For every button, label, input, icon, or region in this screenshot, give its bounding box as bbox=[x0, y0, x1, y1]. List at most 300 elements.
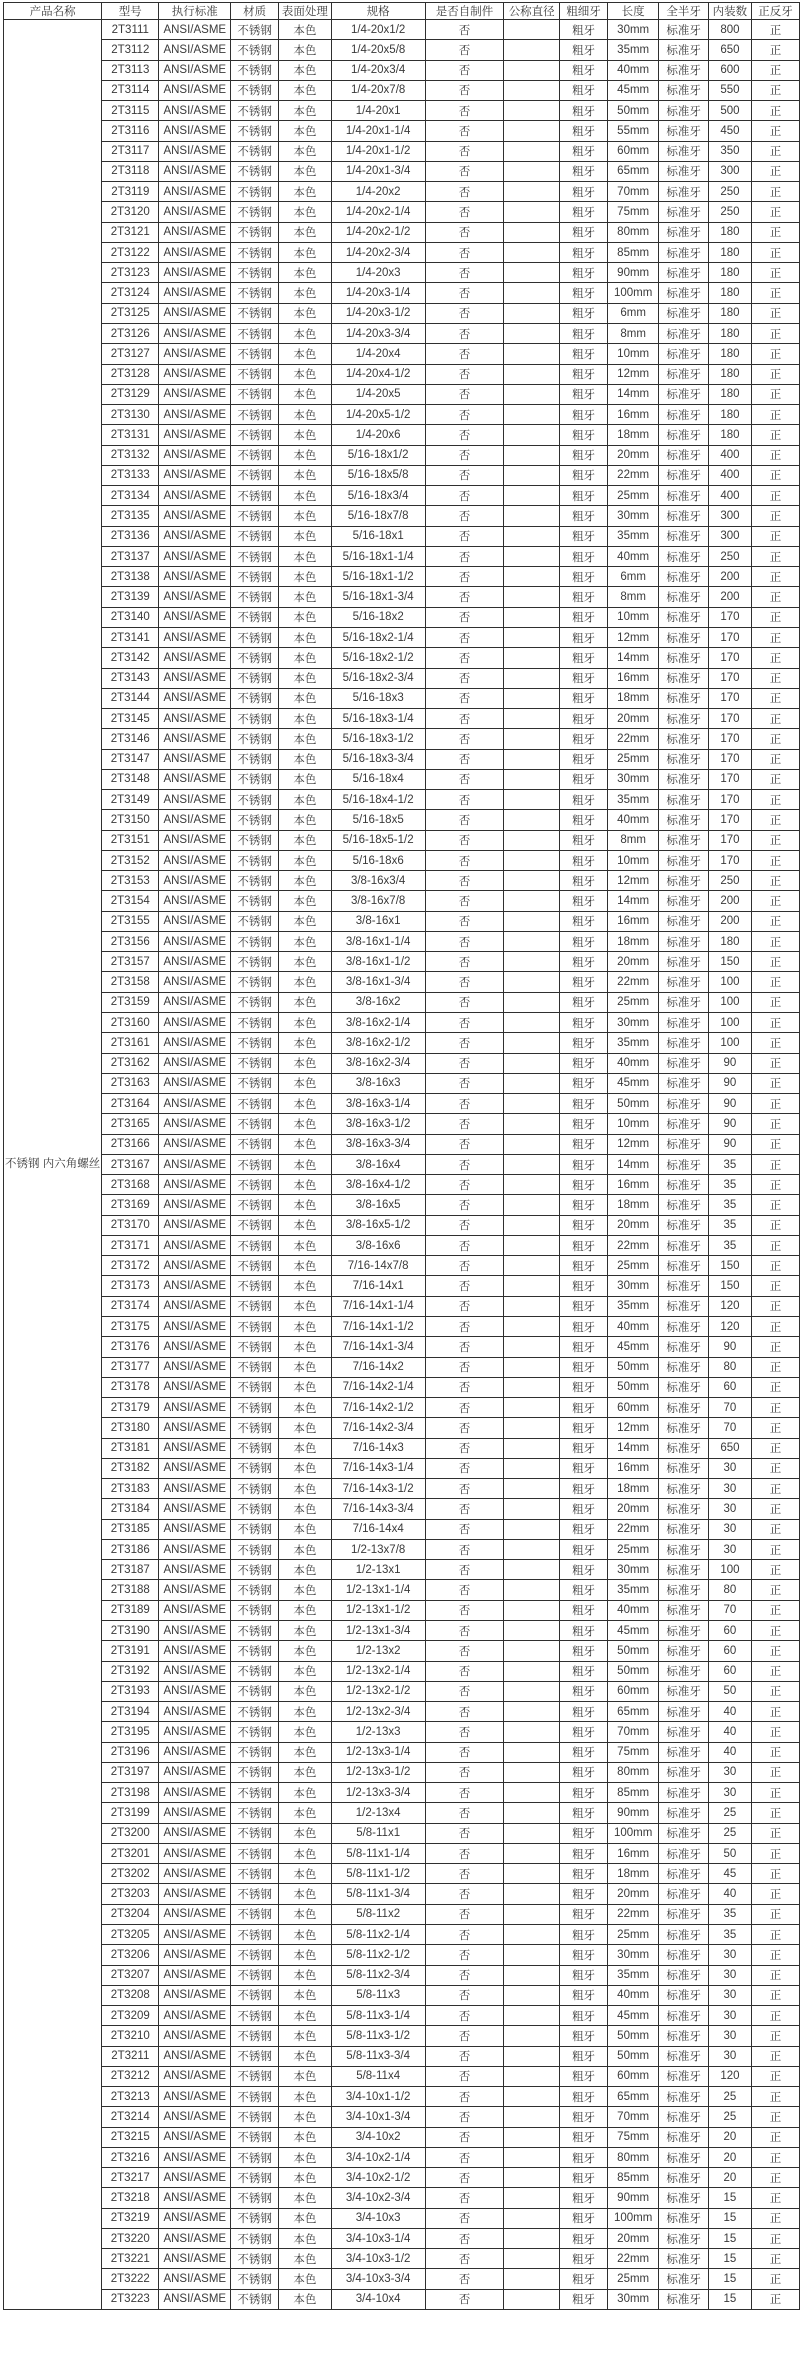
table-row bbox=[4, 1600, 800, 1620]
cell-self-made: 否 bbox=[425, 1843, 504, 1863]
cell-standard: ANSI/ASME bbox=[159, 1418, 231, 1438]
table-row bbox=[4, 1013, 800, 1033]
cell-material: 不锈钢 bbox=[231, 526, 279, 546]
cell-spec: 1/2-13x3-1/2 bbox=[331, 1762, 425, 1782]
cell-standard: ANSI/ASME bbox=[159, 283, 231, 303]
cell-thread-coverage: 标准牙 bbox=[659, 1317, 709, 1337]
cell-material: 不锈钢 bbox=[231, 405, 279, 425]
cell-length: 55mm bbox=[608, 121, 659, 141]
cell-thread-direction: 正 bbox=[751, 1985, 799, 2005]
cell-pack-qty: 70 bbox=[708, 1398, 751, 1418]
cell-length: 30mm bbox=[608, 1276, 659, 1296]
cell-model: 2T3171 bbox=[102, 1235, 159, 1255]
cell-thread-coverage: 标准牙 bbox=[659, 1377, 709, 1397]
cell-thread-pitch: 粗牙 bbox=[560, 2249, 608, 2269]
cell-nominal-diameter bbox=[504, 60, 560, 80]
cell-surface-treatment: 本色 bbox=[279, 1296, 331, 1316]
cell-thread-direction: 正 bbox=[751, 627, 799, 647]
cell-length: 16mm bbox=[608, 405, 659, 425]
cell-standard: ANSI/ASME bbox=[159, 952, 231, 972]
cell-thread-direction: 正 bbox=[751, 830, 799, 850]
cell-model: 2T3147 bbox=[102, 749, 159, 769]
table-row bbox=[4, 1195, 800, 1215]
cell-thread-direction: 正 bbox=[751, 101, 799, 121]
cell-thread-coverage: 标准牙 bbox=[659, 1337, 709, 1357]
cell-material: 不锈钢 bbox=[231, 222, 279, 242]
cell-standard: ANSI/ASME bbox=[159, 587, 231, 607]
cell-nominal-diameter bbox=[504, 2087, 560, 2107]
cell-standard: ANSI/ASME bbox=[159, 2228, 231, 2248]
cell-thread-direction: 正 bbox=[751, 972, 799, 992]
cell-pack-qty: 300 bbox=[708, 506, 751, 526]
cell-pack-qty: 70 bbox=[708, 1600, 751, 1620]
cell-thread-coverage: 标准牙 bbox=[659, 1073, 709, 1093]
cell-model: 2T3161 bbox=[102, 1033, 159, 1053]
cell-material: 不锈钢 bbox=[231, 1803, 279, 1823]
cell-self-made: 否 bbox=[425, 1539, 504, 1559]
cell-thread-coverage: 标准牙 bbox=[659, 364, 709, 384]
cell-self-made: 否 bbox=[425, 182, 504, 202]
cell-surface-treatment: 本色 bbox=[279, 790, 331, 810]
cell-length: 8mm bbox=[608, 830, 659, 850]
cell-material: 不锈钢 bbox=[231, 1479, 279, 1499]
table-row bbox=[4, 80, 800, 100]
cell-length: 10mm bbox=[608, 1114, 659, 1134]
cell-nominal-diameter bbox=[504, 790, 560, 810]
cell-thread-pitch: 粗牙 bbox=[560, 1458, 608, 1478]
cell-thread-coverage: 标准牙 bbox=[659, 1175, 709, 1195]
cell-model: 2T3218 bbox=[102, 2188, 159, 2208]
table-row bbox=[4, 2289, 800, 2309]
cell-standard: ANSI/ASME bbox=[159, 607, 231, 627]
cell-thread-pitch: 粗牙 bbox=[560, 1276, 608, 1296]
cell-thread-coverage: 标准牙 bbox=[659, 1783, 709, 1803]
cell-thread-coverage: 标准牙 bbox=[659, 242, 709, 262]
table-row bbox=[4, 1742, 800, 1762]
cell-thread-pitch: 粗牙 bbox=[560, 729, 608, 749]
cell-nominal-diameter bbox=[504, 830, 560, 850]
table-row bbox=[4, 20, 800, 40]
cell-material: 不锈钢 bbox=[231, 1884, 279, 1904]
cell-spec: 3/8-16x1-3/4 bbox=[331, 972, 425, 992]
cell-thread-coverage: 标准牙 bbox=[659, 60, 709, 80]
cell-thread-pitch: 粗牙 bbox=[560, 141, 608, 161]
cell-standard: ANSI/ASME bbox=[159, 60, 231, 80]
cell-thread-direction: 正 bbox=[751, 1904, 799, 1924]
cell-self-made: 否 bbox=[425, 80, 504, 100]
cell-thread-direction: 正 bbox=[751, 2066, 799, 2086]
cell-model: 2T3182 bbox=[102, 1458, 159, 1478]
cell-thread-direction: 正 bbox=[751, 2188, 799, 2208]
table-row bbox=[4, 729, 800, 749]
cell-thread-pitch: 粗牙 bbox=[560, 1742, 608, 1762]
cell-spec: 1/4-20x3 bbox=[331, 263, 425, 283]
cell-thread-coverage: 标准牙 bbox=[659, 1276, 709, 1296]
column-header-length: 长度 bbox=[608, 3, 659, 20]
cell-thread-pitch: 粗牙 bbox=[560, 1094, 608, 1114]
cell-model: 2T3173 bbox=[102, 1276, 159, 1296]
cell-surface-treatment: 本色 bbox=[279, 1620, 331, 1640]
cell-length: 50mm bbox=[608, 1641, 659, 1661]
cell-thread-coverage: 标准牙 bbox=[659, 668, 709, 688]
cell-self-made: 否 bbox=[425, 1114, 504, 1134]
table-row bbox=[4, 2147, 800, 2167]
cell-length: 22mm bbox=[608, 2249, 659, 2269]
cell-model: 2T3165 bbox=[102, 1114, 159, 1134]
cell-nominal-diameter bbox=[504, 1519, 560, 1539]
cell-pack-qty: 350 bbox=[708, 141, 751, 161]
cell-spec: 3/8-16x4 bbox=[331, 1154, 425, 1174]
cell-surface-treatment: 本色 bbox=[279, 1702, 331, 1722]
cell-length: 35mm bbox=[608, 1580, 659, 1600]
cell-thread-coverage: 标准牙 bbox=[659, 1154, 709, 1174]
cell-spec: 3/8-16x4-1/2 bbox=[331, 1175, 425, 1195]
cell-thread-direction: 正 bbox=[751, 1438, 799, 1458]
cell-material: 不锈钢 bbox=[231, 1924, 279, 1944]
cell-thread-pitch: 粗牙 bbox=[560, 1661, 608, 1681]
cell-model: 2T3179 bbox=[102, 1398, 159, 1418]
cell-material: 不锈钢 bbox=[231, 2147, 279, 2167]
cell-nominal-diameter bbox=[504, 1539, 560, 1559]
cell-standard: ANSI/ASME bbox=[159, 2107, 231, 2127]
cell-length: 80mm bbox=[608, 1762, 659, 1782]
cell-length: 90mm bbox=[608, 1803, 659, 1823]
table-row bbox=[4, 202, 800, 222]
cell-material: 不锈钢 bbox=[231, 242, 279, 262]
cell-thread-coverage: 标准牙 bbox=[659, 2107, 709, 2127]
cell-model: 2T3116 bbox=[102, 121, 159, 141]
cell-nominal-diameter bbox=[504, 2228, 560, 2248]
cell-length: 16mm bbox=[608, 1175, 659, 1195]
cell-material: 不锈钢 bbox=[231, 1357, 279, 1377]
cell-thread-pitch: 粗牙 bbox=[560, 1438, 608, 1458]
cell-model: 2T3175 bbox=[102, 1317, 159, 1337]
cell-thread-direction: 正 bbox=[751, 2127, 799, 2147]
cell-model: 2T3120 bbox=[102, 202, 159, 222]
cell-standard: ANSI/ASME bbox=[159, 1904, 231, 1924]
cell-standard: ANSI/ASME bbox=[159, 729, 231, 749]
cell-thread-pitch: 粗牙 bbox=[560, 830, 608, 850]
cell-surface-treatment: 本色 bbox=[279, 1864, 331, 1884]
cell-standard: ANSI/ASME bbox=[159, 1499, 231, 1519]
cell-thread-direction: 正 bbox=[751, 60, 799, 80]
cell-spec: 7/16-14x2 bbox=[331, 1357, 425, 1377]
cell-model: 2T3126 bbox=[102, 323, 159, 343]
cell-thread-direction: 正 bbox=[751, 891, 799, 911]
cell-material: 不锈钢 bbox=[231, 445, 279, 465]
cell-nominal-diameter bbox=[504, 1114, 560, 1134]
cell-standard: ANSI/ASME bbox=[159, 1823, 231, 1843]
cell-thread-coverage: 标准牙 bbox=[659, 1904, 709, 1924]
cell-self-made: 否 bbox=[425, 101, 504, 121]
cell-thread-pitch: 粗牙 bbox=[560, 2087, 608, 2107]
cell-self-made: 否 bbox=[425, 242, 504, 262]
cell-surface-treatment: 本色 bbox=[279, 972, 331, 992]
table-row bbox=[4, 871, 800, 891]
cell-material: 不锈钢 bbox=[231, 891, 279, 911]
cell-thread-coverage: 标准牙 bbox=[659, 2168, 709, 2188]
cell-material: 不锈钢 bbox=[231, 627, 279, 647]
cell-self-made: 否 bbox=[425, 1783, 504, 1803]
cell-length: 40mm bbox=[608, 546, 659, 566]
cell-thread-direction: 正 bbox=[751, 1458, 799, 1478]
column-header-material: 材质 bbox=[231, 3, 279, 20]
cell-pack-qty: 180 bbox=[708, 384, 751, 404]
cell-length: 30mm bbox=[608, 769, 659, 789]
cell-length: 40mm bbox=[608, 810, 659, 830]
cell-self-made: 否 bbox=[425, 1398, 504, 1418]
cell-material: 不锈钢 bbox=[231, 911, 279, 931]
cell-standard: ANSI/ASME bbox=[159, 709, 231, 729]
cell-self-made: 否 bbox=[425, 283, 504, 303]
cell-length: 45mm bbox=[608, 1073, 659, 1093]
cell-spec: 5/16-18x3/4 bbox=[331, 486, 425, 506]
cell-self-made: 否 bbox=[425, 729, 504, 749]
table-row bbox=[4, 2006, 800, 2026]
cell-self-made: 否 bbox=[425, 992, 504, 1012]
cell-thread-coverage: 标准牙 bbox=[659, 506, 709, 526]
cell-material: 不锈钢 bbox=[231, 668, 279, 688]
cell-standard: ANSI/ASME bbox=[159, 2168, 231, 2188]
cell-standard: ANSI/ASME bbox=[159, 1134, 231, 1154]
cell-self-made: 否 bbox=[425, 222, 504, 242]
cell-surface-treatment: 本色 bbox=[279, 1458, 331, 1478]
table-row bbox=[4, 992, 800, 1012]
cell-model: 2T3156 bbox=[102, 931, 159, 951]
cell-self-made: 否 bbox=[425, 1722, 504, 1742]
cell-length: 10mm bbox=[608, 344, 659, 364]
cell-material: 不锈钢 bbox=[231, 121, 279, 141]
cell-thread-pitch: 粗牙 bbox=[560, 607, 608, 627]
cell-thread-direction: 正 bbox=[751, 121, 799, 141]
cell-thread-coverage: 标准牙 bbox=[659, 141, 709, 161]
cell-thread-direction: 正 bbox=[751, 1357, 799, 1377]
cell-length: 6mm bbox=[608, 303, 659, 323]
cell-thread-pitch: 粗牙 bbox=[560, 323, 608, 343]
cell-thread-coverage: 标准牙 bbox=[659, 2188, 709, 2208]
cell-standard: ANSI/ASME bbox=[159, 931, 231, 951]
cell-material: 不锈钢 bbox=[231, 871, 279, 891]
cell-thread-coverage: 标准牙 bbox=[659, 1053, 709, 1073]
cell-thread-direction: 正 bbox=[751, 405, 799, 425]
cell-material: 不锈钢 bbox=[231, 2026, 279, 2046]
cell-spec: 7/16-14x7/8 bbox=[331, 1256, 425, 1276]
table-row bbox=[4, 161, 800, 181]
cell-self-made: 否 bbox=[425, 1641, 504, 1661]
cell-thread-direction: 正 bbox=[751, 1580, 799, 1600]
cell-thread-pitch: 粗牙 bbox=[560, 1215, 608, 1235]
cell-thread-coverage: 标准牙 bbox=[659, 323, 709, 343]
cell-standard: ANSI/ASME bbox=[159, 1803, 231, 1823]
cell-thread-direction: 正 bbox=[751, 161, 799, 181]
cell-material: 不锈钢 bbox=[231, 40, 279, 60]
cell-self-made: 否 bbox=[425, 344, 504, 364]
cell-length: 18mm bbox=[608, 931, 659, 951]
table-row bbox=[4, 2168, 800, 2188]
cell-length: 50mm bbox=[608, 1094, 659, 1114]
cell-material: 不锈钢 bbox=[231, 1134, 279, 1154]
cell-thread-direction: 正 bbox=[751, 1945, 799, 1965]
cell-nominal-diameter bbox=[504, 1033, 560, 1053]
cell-thread-coverage: 标准牙 bbox=[659, 2046, 709, 2066]
cell-thread-coverage: 标准牙 bbox=[659, 1641, 709, 1661]
cell-model: 2T3192 bbox=[102, 1661, 159, 1681]
cell-surface-treatment: 本色 bbox=[279, 1823, 331, 1843]
cell-thread-pitch: 粗牙 bbox=[560, 1013, 608, 1033]
cell-length: 60mm bbox=[608, 2066, 659, 2086]
cell-material: 不锈钢 bbox=[231, 1600, 279, 1620]
cell-material: 不锈钢 bbox=[231, 1215, 279, 1235]
cell-self-made: 否 bbox=[425, 2228, 504, 2248]
cell-spec: 5/16-18x5 bbox=[331, 810, 425, 830]
table-row bbox=[4, 607, 800, 627]
cell-thread-direction: 正 bbox=[751, 1053, 799, 1073]
cell-surface-treatment: 本色 bbox=[279, 871, 331, 891]
cell-model: 2T3211 bbox=[102, 2046, 159, 2066]
cell-length: 25mm bbox=[608, 749, 659, 769]
cell-model: 2T3111 bbox=[102, 20, 159, 40]
cell-surface-treatment: 本色 bbox=[279, 323, 331, 343]
cell-nominal-diameter bbox=[504, 2046, 560, 2066]
cell-material: 不锈钢 bbox=[231, 2208, 279, 2228]
cell-thread-direction: 正 bbox=[751, 323, 799, 343]
cell-thread-pitch: 粗牙 bbox=[560, 648, 608, 668]
table-row bbox=[4, 1499, 800, 1519]
table-row bbox=[4, 1215, 800, 1235]
cell-thread-direction: 正 bbox=[751, 141, 799, 161]
cell-nominal-diameter bbox=[504, 769, 560, 789]
table-row bbox=[4, 1114, 800, 1134]
cell-spec: 1/2-13x2 bbox=[331, 1641, 425, 1661]
cell-length: 10mm bbox=[608, 607, 659, 627]
cell-surface-treatment: 本色 bbox=[279, 2168, 331, 2188]
cell-model: 2T3129 bbox=[102, 384, 159, 404]
cell-nominal-diameter bbox=[504, 952, 560, 972]
cell-nominal-diameter bbox=[504, 1904, 560, 1924]
cell-thread-coverage: 标准牙 bbox=[659, 80, 709, 100]
cell-pack-qty: 90 bbox=[708, 1114, 751, 1134]
cell-thread-direction: 正 bbox=[751, 546, 799, 566]
table-row bbox=[4, 769, 800, 789]
cell-surface-treatment: 本色 bbox=[279, 526, 331, 546]
cell-thread-direction: 正 bbox=[751, 688, 799, 708]
cell-surface-treatment: 本色 bbox=[279, 1215, 331, 1235]
cell-length: 50mm bbox=[608, 1661, 659, 1681]
table-row bbox=[4, 587, 800, 607]
cell-thread-direction: 正 bbox=[751, 1722, 799, 1742]
cell-spec: 5/16-18x4 bbox=[331, 769, 425, 789]
cell-self-made: 否 bbox=[425, 202, 504, 222]
cell-spec: 3/4-10x2-3/4 bbox=[331, 2188, 425, 2208]
cell-pack-qty: 40 bbox=[708, 1884, 751, 1904]
cell-surface-treatment: 本色 bbox=[279, 2046, 331, 2066]
cell-nominal-diameter bbox=[504, 1560, 560, 1580]
cell-spec: 3/4-10x3-3/4 bbox=[331, 2269, 425, 2289]
cell-model: 2T3154 bbox=[102, 891, 159, 911]
cell-pack-qty: 250 bbox=[708, 546, 751, 566]
cell-thread-coverage: 标准牙 bbox=[659, 1681, 709, 1701]
cell-material: 不锈钢 bbox=[231, 1053, 279, 1073]
header-row bbox=[4, 3, 800, 20]
cell-spec: 7/16-14x2-1/2 bbox=[331, 1398, 425, 1418]
cell-standard: ANSI/ASME bbox=[159, 1722, 231, 1742]
column-header-thread-direction: 正反牙 bbox=[751, 3, 799, 20]
cell-pack-qty: 90 bbox=[708, 1094, 751, 1114]
cell-standard: ANSI/ASME bbox=[159, 627, 231, 647]
cell-thread-direction: 正 bbox=[751, 1195, 799, 1215]
cell-length: 30mm bbox=[608, 1560, 659, 1580]
cell-thread-direction: 正 bbox=[751, 1296, 799, 1316]
table-row bbox=[4, 1904, 800, 1924]
cell-model: 2T3152 bbox=[102, 850, 159, 870]
cell-model: 2T3128 bbox=[102, 364, 159, 384]
cell-spec: 5/8-11x3-1/2 bbox=[331, 2026, 425, 2046]
cell-thread-pitch: 粗牙 bbox=[560, 263, 608, 283]
cell-pack-qty: 40 bbox=[708, 1722, 751, 1742]
cell-thread-pitch: 粗牙 bbox=[560, 2168, 608, 2188]
table-row bbox=[4, 40, 800, 60]
cell-standard: ANSI/ASME bbox=[159, 2026, 231, 2046]
cell-material: 不锈钢 bbox=[231, 1033, 279, 1053]
cell-thread-direction: 正 bbox=[751, 1175, 799, 1195]
cell-material: 不锈钢 bbox=[231, 648, 279, 668]
cell-spec: 1/2-13x7/8 bbox=[331, 1539, 425, 1559]
cell-thread-direction: 正 bbox=[751, 242, 799, 262]
cell-length: 75mm bbox=[608, 1742, 659, 1762]
cell-thread-coverage: 标准牙 bbox=[659, 526, 709, 546]
table-row bbox=[4, 911, 800, 931]
cell-length: 100mm bbox=[608, 283, 659, 303]
cell-pack-qty: 15 bbox=[708, 2269, 751, 2289]
cell-nominal-diameter bbox=[504, 20, 560, 40]
cell-nominal-diameter bbox=[504, 1175, 560, 1195]
cell-pack-qty: 30 bbox=[708, 2046, 751, 2066]
cell-pack-qty: 15 bbox=[708, 2289, 751, 2309]
cell-model: 2T3155 bbox=[102, 911, 159, 931]
table-row bbox=[4, 891, 800, 911]
cell-nominal-diameter bbox=[504, 2289, 560, 2309]
cell-length: 20mm bbox=[608, 1499, 659, 1519]
cell-thread-pitch: 粗牙 bbox=[560, 1945, 608, 1965]
cell-material: 不锈钢 bbox=[231, 344, 279, 364]
cell-thread-direction: 正 bbox=[751, 2147, 799, 2167]
cell-standard: ANSI/ASME bbox=[159, 1702, 231, 1722]
cell-material: 不锈钢 bbox=[231, 1519, 279, 1539]
cell-thread-pitch: 粗牙 bbox=[560, 1479, 608, 1499]
cell-standard: ANSI/ASME bbox=[159, 405, 231, 425]
cell-pack-qty: 500 bbox=[708, 101, 751, 121]
cell-surface-treatment: 本色 bbox=[279, 364, 331, 384]
cell-thread-direction: 正 bbox=[751, 1479, 799, 1499]
cell-self-made: 否 bbox=[425, 2289, 504, 2309]
cell-surface-treatment: 本色 bbox=[279, 607, 331, 627]
cell-pack-qty: 120 bbox=[708, 2066, 751, 2086]
cell-model: 2T3204 bbox=[102, 1904, 159, 1924]
cell-thread-coverage: 标准牙 bbox=[659, 567, 709, 587]
cell-self-made: 否 bbox=[425, 850, 504, 870]
product-name-cell: 不锈钢 内六角螺丝 bbox=[4, 20, 102, 2310]
cell-nominal-diameter bbox=[504, 1215, 560, 1235]
cell-spec: 1/4-20x2-1/2 bbox=[331, 222, 425, 242]
cell-surface-treatment: 本色 bbox=[279, 709, 331, 729]
cell-standard: ANSI/ASME bbox=[159, 1256, 231, 1276]
table-row bbox=[4, 1823, 800, 1843]
cell-model: 2T3166 bbox=[102, 1134, 159, 1154]
cell-model: 2T3140 bbox=[102, 607, 159, 627]
cell-thread-direction: 正 bbox=[751, 2107, 799, 2127]
cell-surface-treatment: 本色 bbox=[279, 384, 331, 404]
cell-spec: 7/16-14x1-3/4 bbox=[331, 1337, 425, 1357]
